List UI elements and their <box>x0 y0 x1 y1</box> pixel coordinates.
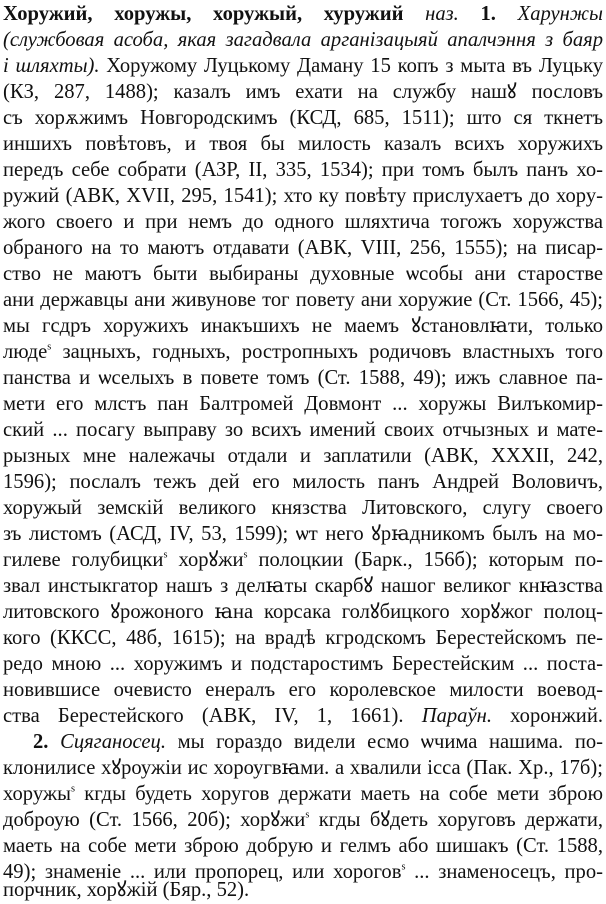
entry-line <box>3 208 603 236</box>
sense-1-definition: і шляхты). <box>3 55 100 77</box>
citation-text: мы гсдръ хоружихъ инакъшихъ не маемъ ꙋстановлꙗти, только <box>3 315 603 337</box>
entry-line <box>3 390 603 418</box>
citation-text: редо мною ... хоружимъ и подстаростимъ Берестейским ... поста- <box>3 653 603 675</box>
superscript-mark: s <box>305 809 310 821</box>
entry-line <box>3 546 603 574</box>
citation-text: хоружый земскій великого князства Литовского, слугу своего <box>3 497 603 519</box>
sense-2-definition: Сцяганосец. <box>60 731 166 753</box>
superscript-mark: s <box>70 783 75 795</box>
citation-text: передъ себе собрати (АЗР, II, 335, 1534); при томъ былъ панъ хо- <box>3 159 603 181</box>
compare-label: Параўн. <box>421 705 492 727</box>
entry-line <box>3 182 603 210</box>
entry-line <box>3 442 603 470</box>
entry-line <box>3 416 603 444</box>
entry-line <box>3 650 603 678</box>
citation-text: маеть на собе мети зброю добрую и гелмъ або шишакъ (Ст. 1588, <box>3 835 603 857</box>
citation-text: зацныхъ, годныхъ, ростропныхъ родичовъ властныхъ того <box>62 341 603 363</box>
citation-text: полоцкии (Барк., 156б); которым по- <box>258 549 603 571</box>
citation-text: ский ... посагу выправу зо всихъ имений своих отчызных и мате- <box>3 419 603 441</box>
superscript-mark: s <box>47 341 52 353</box>
part-of-speech: наз. <box>425 3 459 25</box>
entry-line <box>3 156 603 184</box>
citation-text: съ хорѫжимъ Новгородскимъ (КСД, 685, 1511); што ся ткнетъ <box>3 107 603 129</box>
entry-line <box>3 494 603 522</box>
citation-text: доброую (Ст. 1566, 20б); хорꙋжи <box>3 809 306 831</box>
citation-text: обраного на то маютъ отдавати (АВК, VIII, 256, 1555); на писар- <box>3 237 603 259</box>
entry-line <box>3 52 603 80</box>
citation-text: хорꙋжи <box>178 549 244 571</box>
dictionary-page <box>3 0 603 904</box>
citation-text: новившисе очевисто енералъ его королевское милости воевод- <box>3 679 603 701</box>
citation-text: ство не маютъ быти выбираны духовные ѡсобы ани старостве <box>3 263 603 285</box>
entry-line <box>3 520 603 548</box>
entry-line <box>3 364 603 392</box>
headword: Хоружий, хоружы, хоружый, хуружий <box>3 3 404 25</box>
entry-line <box>3 754 603 782</box>
sense-1-definition: Харунжы <box>517 3 603 25</box>
sense-number-2: 2. <box>33 731 49 753</box>
entry-line <box>3 338 603 366</box>
citation-text: порчник, хорꙋжій (Бяр., 52). <box>3 879 250 901</box>
citation-text: (КЗ, 287, 1488); казалъ имъ ехати на службу нашꙋ пословъ <box>3 81 603 103</box>
entry-line <box>3 260 603 288</box>
entry-line <box>3 130 603 158</box>
citation-text: ... знаменосецъ, про- <box>414 861 603 883</box>
citation-text: люде <box>3 341 48 363</box>
entry-line <box>3 26 603 54</box>
entry-line <box>3 728 603 756</box>
entry-line <box>3 832 603 860</box>
citation-text: ства Берестейского (АВК, IV, 1, 1661). <box>3 705 404 727</box>
entry-line <box>3 702 603 730</box>
citation-text: 49); знаменіе ... или пропорец, или хорогов <box>3 861 402 883</box>
superscript-mark: s <box>163 549 168 561</box>
citation-text: ани державцы ани живунове тог повету ани хоружие (Ст. 1566, 45); <box>3 289 603 311</box>
citation-text: панства и ѡселыхъ в повете томъ (Ст. 1588, 49); ижъ славное па- <box>3 367 603 389</box>
superscript-mark: s <box>401 861 406 873</box>
superscript-mark: s <box>243 549 248 561</box>
citation-text: кого (ККСС, 48б, 1615); на врадѣ кгродскомъ Берестейскомъ пе- <box>3 627 603 649</box>
sense-number-1: 1. <box>480 3 496 25</box>
entry-line <box>3 598 603 626</box>
entry-line <box>3 806 603 834</box>
citation-text: рызных мне належачы отдали и заплатили (АВК, XXXII, 242, <box>3 445 603 467</box>
citation-text: мети его млстъ пан Балтромей Довмонт ... хоружы Вилъкомир- <box>3 393 603 415</box>
entry-line <box>3 876 603 904</box>
entry-line <box>3 312 603 340</box>
citation-text: кгды будеть хоругов держати маеть на собе мети зброю <box>84 783 603 805</box>
citation-text: 1596); послалъ тежъ дей его милость панъ Андрей Воловичъ, <box>3 471 603 493</box>
entry-line <box>3 676 603 704</box>
citation-text: клонилисе хꙋроужіи ис хороугвꙗми. а хвалили ісса (Пак. Хр., 17б); <box>3 757 603 779</box>
citation-text: звал инстыкгатор нашъ з делꙗты скарбꙋ нашог великог кнꙗзства <box>3 575 603 597</box>
citation-text: литовского ꙋрожоного ꙗна корсака голꙋбицкого хорꙋжог полоц- <box>3 601 603 623</box>
entry-line <box>3 78 603 106</box>
entry-line <box>3 624 603 652</box>
entry-line <box>3 286 603 314</box>
entry-line <box>3 468 603 496</box>
citation-text: гилеве голубицки <box>3 549 164 571</box>
citation-text: мы гораздо видели есмо ѡчима нашима. по- <box>177 731 603 753</box>
entry-line <box>3 572 603 600</box>
sense-1-definition: (службовая асоба, якая загадвала арганізацыяй апалчэння з баяр <box>3 29 603 51</box>
citation-text: хоружы <box>3 783 71 805</box>
cross-reference: хоронжий. <box>510 705 603 727</box>
citation-text: ружий (АВК, XVII, 295, 1541); хто ку повѣту прислухаетъ до хору- <box>3 185 603 207</box>
entry-line <box>3 234 603 262</box>
citation-text: кгды бꙋдеть хоруговъ держати, <box>318 809 604 831</box>
citation-text: Хоружому Луцькому Даману 15 копъ з мыта въ Луцьку <box>106 55 603 77</box>
entry-line <box>3 104 603 132</box>
entry-line <box>3 780 603 808</box>
entry-line <box>3 0 603 28</box>
citation-text: жого своего и при немъ до одного шляхтича тогожъ хоружства <box>3 211 603 233</box>
citation-text: иншихъ повѣтовъ, и твоя бы милость казалъ всихъ хоружихъ <box>3 133 603 155</box>
citation-text: зъ листомъ (АСД, IV, 53, 1599); ѡт него ꙋрꙗдникомъ былъ на мо- <box>3 523 603 545</box>
